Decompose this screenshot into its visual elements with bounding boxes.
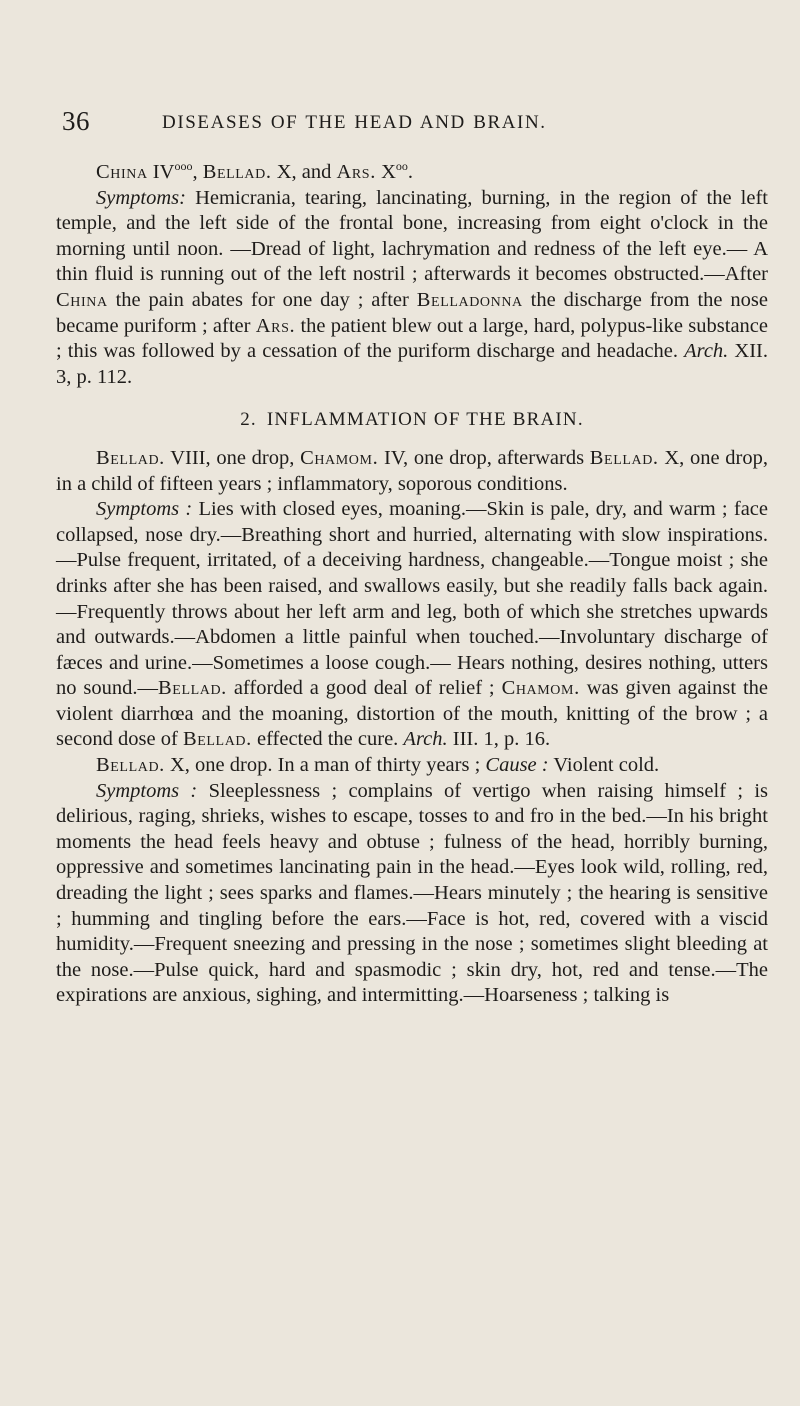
text-run: effected the cure. (251, 728, 404, 751)
text-run: Lies with closed eyes, moaning.—Skin is pale, dry, and warm ; face collapsed, nose dry.—Breathing short and hurried, alternating with slow inspirations.—Pulse frequent, irritated, of a deceiving hardness, changeable.—Tongue moist ; she drinks after she has been raised, and swallows easily, but she readily falls back again.—Frequently throws about her left arm and leg, both of which she stretches upwards and outwards.—Abdomen a little painful when touched.—Involuntary discharge of fæces and urine.—Sometimes a loose cough.— Hears nothing, desires nothing, utters no sound.— (56, 498, 768, 700)
text-run: VIII, one drop, (164, 446, 301, 469)
remedy-name: Bellad. (96, 446, 165, 469)
symptoms-paragraph (56, 186, 768, 391)
potency-superscript: ooo (174, 159, 193, 174)
potency: X, and (271, 161, 337, 183)
text-run: Sleeplessness ; complains of vertigo when raising himself ; is delirious, raging, shrieks, wishes to escape, tosses to and fro in the bed.—In his bright moments the head feels heavy and obtuse ; fulness of the head, horribly burning, oppressive and sometimes lancinating pain in the head.—Eyes look wild, rolling, red, dreading the light ; sees sparks and flames.—Hears minutely ; the hearing is sensitive ; humming and tingling before the ears.—Face is hot, red, covered with a viscid humidity.—Frequent sneezing and pressing in the nose ; sometimes slight bleeding at the nose.—Pulse quick, hard and spasmodic ; skin dry, hot, red and tense.—The expirations are anxious, sighing, and intermitting.—Hoarseness ; talking is (56, 779, 768, 1007)
remedy-name: China (56, 288, 108, 311)
symptoms-label: Symptoms: (96, 186, 186, 209)
page-number: 36 (62, 106, 90, 136)
separator: , (192, 161, 203, 183)
cause-label: Cause : (485, 754, 549, 777)
reference-detail: III. 1, p. 16. (447, 728, 551, 751)
remedy-name: Chamom. (501, 677, 580, 700)
remedy-name: China (96, 161, 148, 183)
text-run: Violent cold. (548, 754, 660, 777)
remedy-name: Bellad. (589, 446, 659, 469)
sentence-end: . (407, 161, 413, 183)
text-run: the pain abates for one day ; after (107, 288, 417, 311)
symptoms-label: Symptoms : (96, 779, 198, 802)
remedy-name: Bellad. (158, 677, 227, 700)
text-run: afforded a good deal of relief ; (226, 677, 502, 700)
remedy-name: Ars. (255, 314, 296, 337)
remedy-name: Belladonna (416, 288, 523, 311)
remedy-name: Bellad. (182, 728, 252, 751)
section-title: INFLAMMATION OF THE BRAIN. (266, 409, 584, 431)
text-run: X, one drop. In a man of thirty years ; (164, 754, 486, 777)
remedy-name: Chamom. (300, 446, 379, 469)
remedy-dosage-paragraph (56, 753, 768, 779)
symptoms-label: Symptoms : (96, 498, 193, 521)
text-run: Hemicrania, tearing, lancinating, burning, in the region of the left temple, and the left side of the frontal bone, increasing from eight o'clock in the morning until noon. —Dread of light, lachrymation and redness of the left eye.— A thin fluid is running out of the left nostril ; afterwards it becomes obstructed.—After (56, 186, 768, 286)
archive-reference: Arch. (684, 340, 729, 363)
remedy-name: Ars. (336, 161, 376, 183)
symptoms-paragraph (56, 779, 768, 1009)
remedy-dosage-paragraph (56, 160, 768, 186)
section-number: 2. (240, 409, 257, 431)
reference-detail: XII. 3, p. 112. (56, 340, 768, 388)
running-head (56, 106, 768, 146)
book-page (56, 0, 768, 1406)
remedy-name: Bellad. (202, 161, 272, 183)
potency: X (375, 161, 396, 183)
text-run: X, one drop, in a child of fifteen years ; inflammatory, soporous conditions. (56, 446, 768, 495)
text-run: the patient blew out a large, hard, polypus-like substance ; this was followed by a cessation of the puriform discharge and headache. (56, 314, 768, 363)
remedy-name: Bellad. (96, 754, 165, 777)
remedy-dosage-paragraph (56, 446, 768, 497)
text-run: IV, one drop, afterwards (378, 446, 590, 469)
running-head-title: DISEASES OF THE HEAD AND BRAIN. (162, 112, 547, 133)
text-run: the discharge from the nose became puriform ; after (56, 288, 768, 337)
potency-superscript: oo (395, 159, 408, 174)
potency: IV (152, 161, 175, 183)
symptoms-paragraph (56, 497, 768, 753)
body-text (56, 160, 768, 1009)
section-heading (56, 407, 768, 433)
archive-reference: Arch. (403, 728, 448, 751)
text-run: was given against the violent diarrhœa and the moaning, distortion of the mouth, knitting of the brow ; a second dose of (56, 677, 768, 751)
